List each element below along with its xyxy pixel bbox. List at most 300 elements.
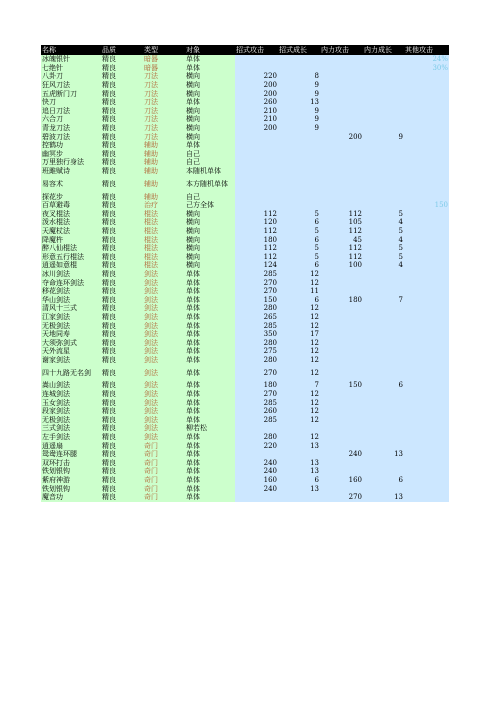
cell-target[interactable]: 柳若松: [185, 424, 235, 433]
cell-move-growth[interactable]: [278, 493, 320, 502]
cell-inner-attack[interactable]: [320, 407, 363, 416]
header-move-attack[interactable]: 招式攻击: [235, 45, 278, 55]
cell-name[interactable]: 冰魄银针: [41, 55, 101, 64]
cell-move-growth[interactable]: 12: [278, 270, 320, 279]
cell-move-growth[interactable]: 13: [278, 484, 320, 493]
cell-target[interactable]: 横向: [185, 227, 235, 236]
cell-move-attack[interactable]: 285: [235, 321, 278, 330]
cell-target[interactable]: 单体: [185, 356, 235, 365]
cell-move-attack[interactable]: 260: [235, 407, 278, 416]
cell-other-attack[interactable]: [404, 424, 449, 433]
cell-target[interactable]: 横向: [185, 210, 235, 219]
cell-inner-growth[interactable]: [363, 98, 404, 107]
cell-other-attack[interactable]: [404, 321, 449, 330]
cell-target[interactable]: 单体: [185, 398, 235, 407]
cell-inner-attack[interactable]: [320, 72, 363, 81]
cell-quality[interactable]: 精良: [101, 124, 143, 133]
cell-name[interactable]: 嵩山剑法: [41, 381, 101, 390]
cell-move-attack[interactable]: 280: [235, 433, 278, 442]
cell-inner-attack[interactable]: 112: [320, 252, 363, 261]
cell-other-attack[interactable]: [404, 398, 449, 407]
cell-name[interactable]: 夜叉棍法: [41, 210, 101, 219]
cell-quality[interactable]: 精良: [101, 390, 143, 399]
cell-type[interactable]: 刀法: [143, 124, 185, 133]
cell-inner-attack[interactable]: [320, 338, 363, 347]
cell-type[interactable]: 剑法: [143, 398, 185, 407]
cell-move-growth[interactable]: [278, 132, 320, 141]
cell-target[interactable]: 自己: [185, 192, 235, 201]
cell-target[interactable]: 单体: [185, 450, 235, 459]
cell-move-growth[interactable]: 12: [278, 278, 320, 287]
cell-other-attack[interactable]: [404, 476, 449, 485]
cell-type[interactable]: 刀法: [143, 72, 185, 81]
cell-move-growth[interactable]: [278, 192, 320, 201]
cell-inner-attack[interactable]: [320, 278, 363, 287]
cell-type[interactable]: 剑法: [143, 407, 185, 416]
cell-inner-growth[interactable]: 5: [363, 252, 404, 261]
cell-move-growth[interactable]: 12: [278, 390, 320, 399]
cell-move-growth[interactable]: [278, 175, 320, 192]
cell-name[interactable]: 快刀: [41, 98, 101, 107]
cell-type[interactable]: 刀法: [143, 107, 185, 116]
cell-other-attack[interactable]: [404, 141, 449, 150]
cell-move-attack[interactable]: 280: [235, 338, 278, 347]
cell-move-attack[interactable]: 220: [235, 72, 278, 81]
cell-move-growth[interactable]: 8: [278, 72, 320, 81]
cell-quality[interactable]: 精良: [101, 364, 143, 381]
cell-inner-attack[interactable]: [320, 81, 363, 90]
cell-inner-growth[interactable]: [363, 89, 404, 98]
cell-other-attack[interactable]: [404, 98, 449, 107]
cell-move-growth[interactable]: 12: [278, 347, 320, 356]
cell-inner-attack[interactable]: [320, 167, 363, 176]
cell-target[interactable]: 横向: [185, 132, 235, 141]
cell-inner-growth[interactable]: [363, 287, 404, 296]
cell-inner-growth[interactable]: [363, 167, 404, 176]
cell-inner-attack[interactable]: [320, 141, 363, 150]
cell-inner-growth[interactable]: [363, 278, 404, 287]
cell-target[interactable]: 单体: [185, 441, 235, 450]
cell-quality[interactable]: 精良: [101, 218, 143, 227]
cell-inner-attack[interactable]: 112: [320, 244, 363, 253]
cell-type[interactable]: 奇门: [143, 493, 185, 502]
cell-move-growth[interactable]: 7: [278, 381, 320, 390]
cell-quality[interactable]: 精良: [101, 356, 143, 365]
cell-name[interactable]: 玉女剑法: [41, 398, 101, 407]
cell-move-attack[interactable]: 200: [235, 89, 278, 98]
cell-target[interactable]: 横向: [185, 89, 235, 98]
cell-type[interactable]: 剑法: [143, 390, 185, 399]
cell-quality[interactable]: 精良: [101, 484, 143, 493]
cell-move-growth[interactable]: 5: [278, 252, 320, 261]
cell-inner-growth[interactable]: [363, 407, 404, 416]
cell-quality[interactable]: 精良: [101, 467, 143, 476]
cell-type[interactable]: 奇门: [143, 484, 185, 493]
cell-move-growth[interactable]: [278, 64, 320, 73]
cell-move-attack[interactable]: 112: [235, 210, 278, 219]
cell-type[interactable]: 剑法: [143, 381, 185, 390]
cell-name[interactable]: 连城剑法: [41, 390, 101, 399]
cell-inner-growth[interactable]: 4: [363, 261, 404, 270]
cell-type[interactable]: 剑法: [143, 338, 185, 347]
cell-target[interactable]: 单体: [185, 338, 235, 347]
cell-target[interactable]: 单体: [185, 381, 235, 390]
cell-move-growth[interactable]: 12: [278, 356, 320, 365]
header-target[interactable]: 对象: [185, 45, 235, 55]
cell-quality[interactable]: 精良: [101, 416, 143, 425]
cell-target[interactable]: 本方随机单体: [185, 175, 235, 192]
cell-inner-growth[interactable]: [363, 158, 404, 167]
cell-type[interactable]: 奇门: [143, 441, 185, 450]
cell-name[interactable]: 青龙刀法: [41, 124, 101, 133]
cell-inner-growth[interactable]: [363, 313, 404, 322]
cell-inner-attack[interactable]: [320, 390, 363, 399]
header-other-attack[interactable]: 其他攻击: [404, 45, 449, 55]
cell-quality[interactable]: 精良: [101, 72, 143, 81]
cell-type[interactable]: 奇门: [143, 450, 185, 459]
cell-name[interactable]: 段家剑法: [41, 407, 101, 416]
cell-name[interactable]: 逍遥扇: [41, 441, 101, 450]
cell-target[interactable]: 横向: [185, 252, 235, 261]
cell-inner-growth[interactable]: 13: [363, 493, 404, 502]
cell-quality[interactable]: 精良: [101, 476, 143, 485]
cell-move-attack[interactable]: [235, 450, 278, 459]
cell-inner-attack[interactable]: 160: [320, 476, 363, 485]
cell-inner-growth[interactable]: [363, 433, 404, 442]
cell-move-attack[interactable]: 150: [235, 295, 278, 304]
cell-name[interactable]: 控鹤功: [41, 141, 101, 150]
cell-inner-attack[interactable]: [320, 356, 363, 365]
cell-inner-attack[interactable]: [320, 64, 363, 73]
cell-name[interactable]: 谢家剑法: [41, 356, 101, 365]
cell-quality[interactable]: 精良: [101, 450, 143, 459]
cell-name[interactable]: 七绝针: [41, 64, 101, 73]
cell-name[interactable]: 降魔杵: [41, 235, 101, 244]
cell-target[interactable]: 横向: [185, 107, 235, 116]
cell-quality[interactable]: 精良: [101, 433, 143, 442]
cell-inner-growth[interactable]: [363, 175, 404, 192]
cell-other-attack[interactable]: [404, 167, 449, 176]
cell-move-attack[interactable]: 270: [235, 364, 278, 381]
cell-move-growth[interactable]: 6: [278, 261, 320, 270]
cell-other-attack[interactable]: [404, 227, 449, 236]
cell-move-attack[interactable]: [235, 201, 278, 210]
cell-inner-attack[interactable]: [320, 459, 363, 468]
header-type[interactable]: 类型: [143, 45, 185, 55]
cell-quality[interactable]: 精良: [101, 150, 143, 159]
cell-move-attack[interactable]: 270: [235, 278, 278, 287]
cell-move-growth[interactable]: 13: [278, 459, 320, 468]
cell-name[interactable]: 江家剑法: [41, 313, 101, 322]
cell-quality[interactable]: 精良: [101, 459, 143, 468]
cell-other-attack[interactable]: [404, 381, 449, 390]
cell-inner-attack[interactable]: [320, 192, 363, 201]
cell-inner-growth[interactable]: 13: [363, 450, 404, 459]
cell-target[interactable]: 横向: [185, 124, 235, 133]
cell-move-growth[interactable]: 9: [278, 107, 320, 116]
cell-move-attack[interactable]: 240: [235, 459, 278, 468]
cell-move-attack[interactable]: [235, 175, 278, 192]
cell-inner-growth[interactable]: [363, 416, 404, 425]
cell-inner-growth[interactable]: [363, 484, 404, 493]
cell-move-attack[interactable]: 200: [235, 81, 278, 90]
cell-name[interactable]: 紫府神游: [41, 476, 101, 485]
cell-name[interactable]: 幽冥步: [41, 150, 101, 159]
cell-quality[interactable]: 精良: [101, 424, 143, 433]
cell-target[interactable]: 单体: [185, 304, 235, 313]
cell-name[interactable]: 探花步: [41, 192, 101, 201]
cell-type[interactable]: 刀法: [143, 132, 185, 141]
cell-inner-growth[interactable]: 4: [363, 235, 404, 244]
cell-move-attack[interactable]: 180: [235, 235, 278, 244]
cell-type[interactable]: 棍法: [143, 235, 185, 244]
cell-other-attack[interactable]: [404, 235, 449, 244]
cell-inner-growth[interactable]: [363, 467, 404, 476]
cell-move-growth[interactable]: 9: [278, 115, 320, 124]
cell-name[interactable]: 魔音功: [41, 493, 101, 502]
cell-move-growth[interactable]: [278, 424, 320, 433]
cell-move-growth[interactable]: 12: [278, 398, 320, 407]
cell-other-attack[interactable]: [404, 484, 449, 493]
cell-quality[interactable]: 精良: [101, 235, 143, 244]
cell-inner-growth[interactable]: 7: [363, 295, 404, 304]
cell-inner-attack[interactable]: [320, 201, 363, 210]
cell-inner-growth[interactable]: [363, 390, 404, 399]
cell-name[interactable]: 六合刀: [41, 115, 101, 124]
cell-quality[interactable]: 精良: [101, 381, 143, 390]
cell-target[interactable]: 横向: [185, 235, 235, 244]
cell-name[interactable]: 醉八仙棍法: [41, 244, 101, 253]
cell-quality[interactable]: 精良: [101, 261, 143, 270]
cell-quality[interactable]: 精良: [101, 493, 143, 502]
cell-inner-growth[interactable]: 5: [363, 210, 404, 219]
cell-inner-growth[interactable]: 5: [363, 227, 404, 236]
cell-other-attack[interactable]: [404, 356, 449, 365]
cell-inner-growth[interactable]: [363, 347, 404, 356]
cell-quality[interactable]: 精良: [101, 107, 143, 116]
cell-target[interactable]: 单体: [185, 270, 235, 279]
cell-other-attack[interactable]: [404, 467, 449, 476]
cell-name[interactable]: 无极剑法: [41, 416, 101, 425]
cell-type[interactable]: 剑法: [143, 433, 185, 442]
cell-quality[interactable]: 精良: [101, 398, 143, 407]
cell-move-attack[interactable]: [235, 192, 278, 201]
cell-inner-attack[interactable]: 100: [320, 261, 363, 270]
cell-quality[interactable]: 精良: [101, 295, 143, 304]
cell-name[interactable]: 清风十三式: [41, 304, 101, 313]
cell-inner-attack[interactable]: [320, 124, 363, 133]
cell-inner-attack[interactable]: [320, 484, 363, 493]
cell-name[interactable]: 泼水棍法: [41, 218, 101, 227]
cell-move-attack[interactable]: [235, 55, 278, 64]
cell-move-attack[interactable]: 350: [235, 330, 278, 339]
cell-other-attack[interactable]: [404, 244, 449, 253]
cell-name[interactable]: 天外流星: [41, 347, 101, 356]
cell-type[interactable]: 辅助: [143, 158, 185, 167]
cell-move-growth[interactable]: 12: [278, 433, 320, 442]
cell-inner-growth[interactable]: [363, 81, 404, 90]
cell-name[interactable]: 夺命连环剑法: [41, 278, 101, 287]
cell-inner-growth[interactable]: [363, 192, 404, 201]
cell-move-growth[interactable]: 9: [278, 89, 320, 98]
cell-other-attack[interactable]: [404, 132, 449, 141]
cell-move-growth[interactable]: 11: [278, 287, 320, 296]
cell-inner-growth[interactable]: [363, 270, 404, 279]
cell-target[interactable]: 自己: [185, 150, 235, 159]
cell-move-attack[interactable]: [235, 493, 278, 502]
cell-move-growth[interactable]: [278, 150, 320, 159]
cell-target[interactable]: 单体: [185, 416, 235, 425]
cell-move-growth[interactable]: 6: [278, 476, 320, 485]
cell-inner-growth[interactable]: [363, 338, 404, 347]
cell-type[interactable]: 剑法: [143, 321, 185, 330]
cell-move-attack[interactable]: 210: [235, 107, 278, 116]
cell-inner-growth[interactable]: [363, 459, 404, 468]
cell-type[interactable]: 辅助: [143, 167, 185, 176]
cell-name[interactable]: 大须弥剑式: [41, 338, 101, 347]
cell-target[interactable]: 单体: [185, 407, 235, 416]
header-inner-attack[interactable]: 内力攻击: [320, 45, 363, 55]
cell-move-attack[interactable]: 112: [235, 227, 278, 236]
cell-quality[interactable]: 精良: [101, 201, 143, 210]
cell-move-growth[interactable]: 17: [278, 330, 320, 339]
cell-name[interactable]: 鸳鸯连环腿: [41, 450, 101, 459]
cell-other-attack[interactable]: [404, 124, 449, 133]
cell-move-growth[interactable]: [278, 201, 320, 210]
cell-quality[interactable]: 精良: [101, 252, 143, 261]
cell-name[interactable]: 百草避毒: [41, 201, 101, 210]
cell-quality[interactable]: 精良: [101, 55, 143, 64]
cell-quality[interactable]: 精良: [101, 115, 143, 124]
cell-target[interactable]: 单体: [185, 493, 235, 502]
cell-other-attack[interactable]: [404, 433, 449, 442]
cell-name[interactable]: 狂风刀法: [41, 81, 101, 90]
cell-type[interactable]: 剑法: [143, 313, 185, 322]
cell-move-growth[interactable]: 6: [278, 295, 320, 304]
cell-quality[interactable]: 精良: [101, 278, 143, 287]
cell-inner-attack[interactable]: [320, 150, 363, 159]
cell-move-growth[interactable]: 13: [278, 98, 320, 107]
cell-quality[interactable]: 精良: [101, 347, 143, 356]
cell-inner-attack[interactable]: 240: [320, 450, 363, 459]
cell-inner-growth[interactable]: [363, 72, 404, 81]
cell-name[interactable]: 逍遥如意棍: [41, 261, 101, 270]
cell-type[interactable]: 棍法: [143, 252, 185, 261]
cell-other-attack[interactable]: [404, 313, 449, 322]
cell-inner-growth[interactable]: [363, 356, 404, 365]
cell-quality[interactable]: 精良: [101, 287, 143, 296]
cell-move-growth[interactable]: 6: [278, 235, 320, 244]
cell-quality[interactable]: 精良: [101, 407, 143, 416]
cell-other-attack[interactable]: [404, 493, 449, 502]
cell-other-attack[interactable]: [404, 115, 449, 124]
cell-inner-attack[interactable]: [320, 364, 363, 381]
cell-move-attack[interactable]: 285: [235, 270, 278, 279]
cell-type[interactable]: 刀法: [143, 115, 185, 124]
cell-other-attack[interactable]: [404, 390, 449, 399]
cell-move-attack[interactable]: 265: [235, 313, 278, 322]
header-quality[interactable]: 品质: [101, 45, 143, 55]
cell-inner-growth[interactable]: [363, 124, 404, 133]
cell-target[interactable]: 单体: [185, 390, 235, 399]
cell-name[interactable]: 班雎赋诗: [41, 167, 101, 176]
cell-move-growth[interactable]: [278, 158, 320, 167]
cell-inner-attack[interactable]: 45: [320, 235, 363, 244]
cell-move-growth[interactable]: 12: [278, 416, 320, 425]
cell-target[interactable]: 横向: [185, 115, 235, 124]
cell-inner-attack[interactable]: [320, 330, 363, 339]
cell-inner-attack[interactable]: [320, 98, 363, 107]
cell-quality[interactable]: 精良: [101, 167, 143, 176]
cell-inner-attack[interactable]: 112: [320, 210, 363, 219]
cell-other-attack[interactable]: [404, 81, 449, 90]
cell-move-attack[interactable]: 200: [235, 124, 278, 133]
cell-target[interactable]: 单体: [185, 295, 235, 304]
cell-quality[interactable]: 精良: [101, 132, 143, 141]
cell-name[interactable]: 三式剑法: [41, 424, 101, 433]
cell-other-attack[interactable]: [404, 192, 449, 201]
cell-inner-growth[interactable]: [363, 141, 404, 150]
cell-move-attack[interactable]: [235, 150, 278, 159]
cell-type[interactable]: 刀法: [143, 98, 185, 107]
cell-move-attack[interactable]: [235, 141, 278, 150]
cell-move-attack[interactable]: [235, 424, 278, 433]
cell-move-growth[interactable]: [278, 450, 320, 459]
cell-other-attack[interactable]: 24%: [404, 55, 449, 64]
cell-move-growth[interactable]: 6: [278, 218, 320, 227]
cell-move-growth[interactable]: 12: [278, 407, 320, 416]
cell-inner-growth[interactable]: [363, 441, 404, 450]
cell-type[interactable]: 剑法: [143, 270, 185, 279]
cell-move-attack[interactable]: 240: [235, 484, 278, 493]
cell-quality[interactable]: 精良: [101, 304, 143, 313]
cell-inner-attack[interactable]: [320, 321, 363, 330]
cell-inner-attack[interactable]: [320, 89, 363, 98]
cell-inner-attack[interactable]: [320, 398, 363, 407]
cell-type[interactable]: 刀法: [143, 89, 185, 98]
cell-move-growth[interactable]: 12: [278, 321, 320, 330]
cell-quality[interactable]: 精良: [101, 98, 143, 107]
cell-name[interactable]: 追日刀法: [41, 107, 101, 116]
cell-inner-growth[interactable]: [363, 304, 404, 313]
cell-quality[interactable]: 精良: [101, 330, 143, 339]
cell-target[interactable]: 单体: [185, 287, 235, 296]
cell-quality[interactable]: 精良: [101, 64, 143, 73]
cell-type[interactable]: 辅助: [143, 192, 185, 201]
cell-name[interactable]: 碧波刀法: [41, 132, 101, 141]
cell-type[interactable]: 棍法: [143, 218, 185, 227]
cell-move-attack[interactable]: 180: [235, 381, 278, 390]
cell-inner-attack[interactable]: [320, 313, 363, 322]
cell-type[interactable]: 剑法: [143, 347, 185, 356]
cell-quality[interactable]: 精良: [101, 192, 143, 201]
cell-move-growth[interactable]: 12: [278, 364, 320, 381]
cell-other-attack[interactable]: [404, 89, 449, 98]
cell-name[interactable]: 五虎断门刀: [41, 89, 101, 98]
cell-move-attack[interactable]: 285: [235, 416, 278, 425]
cell-inner-growth[interactable]: 6: [363, 476, 404, 485]
cell-type[interactable]: 刀法: [143, 81, 185, 90]
cell-name[interactable]: 四十九路无名剑: [41, 364, 101, 381]
cell-type[interactable]: 治疗: [143, 201, 185, 210]
cell-inner-attack[interactable]: [320, 441, 363, 450]
cell-target[interactable]: 本随机单体: [185, 167, 235, 176]
cell-move-growth[interactable]: 5: [278, 227, 320, 236]
cell-other-attack[interactable]: [404, 407, 449, 416]
cell-inner-growth[interactable]: [363, 398, 404, 407]
cell-quality[interactable]: 精良: [101, 141, 143, 150]
cell-inner-attack[interactable]: [320, 175, 363, 192]
